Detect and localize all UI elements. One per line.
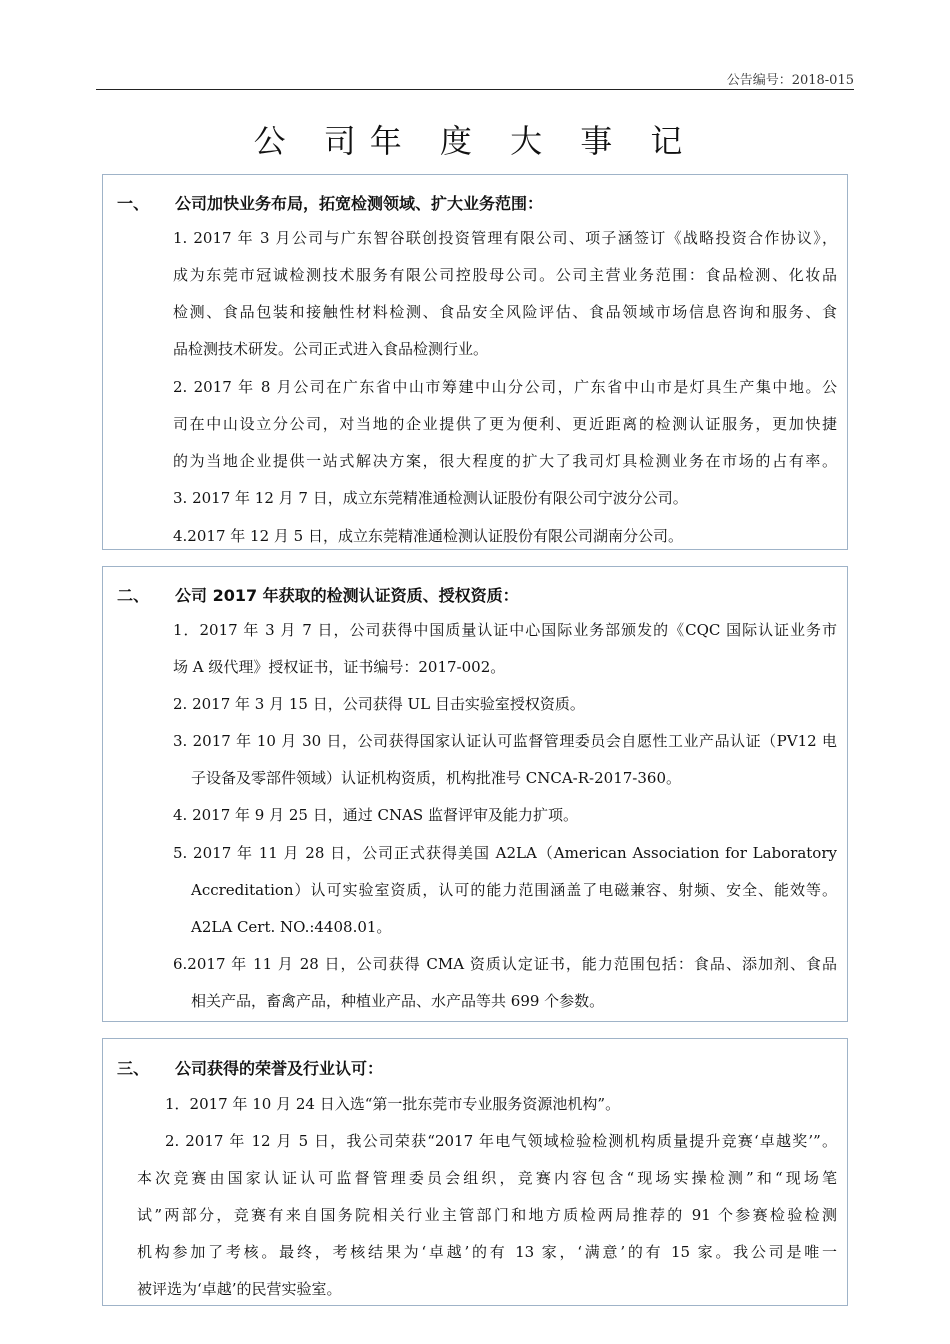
- section-3-number: 三、: [117, 1059, 150, 1078]
- section-3-line-1: 1．2017 年 10 月 24 日入选“第一批东莞市专业服务资源池机构”。: [165, 1095, 621, 1113]
- section-3-line-5: 机构参加了考核。最终，考核结果为‘卓越’的有 13 家，‘满意’的有 15 家。我公司是唯一: [137, 1243, 837, 1261]
- section-1-line-4: 品检测技术研发。公司正式进入食品检测行业。: [173, 340, 489, 358]
- section-3-line-3: 本次竞赛由国家认证认可监督管理委员会组织，竞赛内容包含“现场实操检测”和“现场笔: [137, 1169, 837, 1187]
- section-1-line-3: 检测、食品包装和接触性材料检测、食品安全风险评估、食品领域市场信息咨询和服务、食: [173, 303, 837, 321]
- section-3-line-2: 2. 2017 年 12 月 5 日，我公司荣获“2017 年电气领域检验检测机构质量提升竞赛‘卓越奖’”。: [165, 1132, 837, 1150]
- section-1-line-9: 4.2017 年 12 月 5 日，成立东莞精准通检测认证股份有限公司湖南分公司。: [173, 527, 683, 545]
- section-2-line-7: 5. 2017 年 11 月 28 日，公司正式获得美国 A2LA（American Association for Laboratory: [173, 844, 837, 862]
- section-1: [102, 174, 848, 550]
- section-2-line-3: 2. 2017 年 3 月 15 日，公司获得 UL 目击实验室授权资质。: [173, 695, 585, 713]
- section-1-line-5: 2. 2017 年 8 月公司在广东省中山市筹建中山分公司，广东省中山市是灯具生产集中地。公: [173, 378, 837, 396]
- section-1-heading-row: [117, 191, 543, 214]
- section-1-line-6: 司在中山设立分公司，对当地的企业提供了更为便利、更近距离的检测认证服务，更加快捷: [173, 415, 837, 433]
- section-3-heading: 公司获得的荣誉及行业认可：: [175, 1059, 384, 1078]
- section-2-line-4: 3. 2017 年 10 月 30 日，公司获得国家认证认可监督管理委员会自愿性工业产品认证（PV12 电: [173, 732, 837, 750]
- section-2-line-5: 子设备及零部件领域）认证机构资质，机构批准号 CNCA-R-2017-360。: [191, 769, 681, 787]
- section-2-line-2: 场 A 级代理》授权证书，证书编号：2017-002。: [173, 658, 506, 676]
- section-2-line-9: A2LA Cert. NO.:4408.01。: [191, 918, 392, 936]
- section-1-line-7: 的为当地企业提供一站式解决方案，很大程度的扩大了我司灯具检测业务在市场的占有率。: [173, 452, 837, 470]
- section-1-line-8: 3. 2017 年 12 月 7 日，成立东莞精准通检测认证股份有限公司宁波分公司。: [173, 489, 688, 507]
- section-2-line-10: 6.2017 年 11 月 28 日，公司获得 CMA 资质认定证书，能力范围包括：食品、添加剂、食品: [173, 955, 837, 973]
- section-2-line-6: 4. 2017 年 9 月 25 日，通过 CNAS 监督评审及能力扩项。: [173, 806, 578, 824]
- section-3-heading-row: [117, 1056, 383, 1079]
- section-2: [102, 566, 848, 1022]
- section-1-number: 一、: [117, 194, 150, 213]
- section-3-line-6: 被评选为‘卓越’的民营实验室。: [137, 1280, 342, 1298]
- section-1-heading: 公司加快业务布局，拓宽检测领域、扩大业务范围：: [175, 194, 544, 213]
- header-divider: [96, 89, 854, 90]
- page-title: 公 司年 度 大 事 记: [253, 122, 697, 160]
- section-2-heading: 公司 2017 年获取的检测认证资质、授权资质：: [175, 586, 519, 605]
- section-2-number: 二、: [117, 586, 150, 605]
- section-2-heading-row: [117, 583, 519, 606]
- section-2-line-8: Accreditation）认可实验室资质，认可的能力范围涵盖了电磁兼容、射频、安全、能效等。: [191, 881, 837, 899]
- section-2-line-1: 1．2017 年 3 月 7 日，公司获得中国质量认证中心国际业务部颁发的《CQC 国际认证业务市: [173, 621, 837, 639]
- section-1-line-2: 成为东莞市冠诚检测技术服务有限公司控股母公司。公司主营业务范围：食品检测、化妆品: [173, 266, 837, 284]
- section-1-line-1: 1. 2017 年 3 月公司与广东智谷联创投资管理有限公司、项子涵签订《战略投资合作协议》，: [173, 229, 837, 247]
- section-3: [102, 1038, 848, 1306]
- notice-number: 公告编号：2018-015: [726, 73, 854, 88]
- section-3-line-4: 试”两部分，竞赛有来自国务院相关行业主管部门和地方质检两局推荐的 91 个参赛检验检测: [137, 1206, 837, 1224]
- section-2-line-11: 相关产品，畜禽产品，种植业产品、水产品等共 699 个参数。: [191, 992, 605, 1010]
